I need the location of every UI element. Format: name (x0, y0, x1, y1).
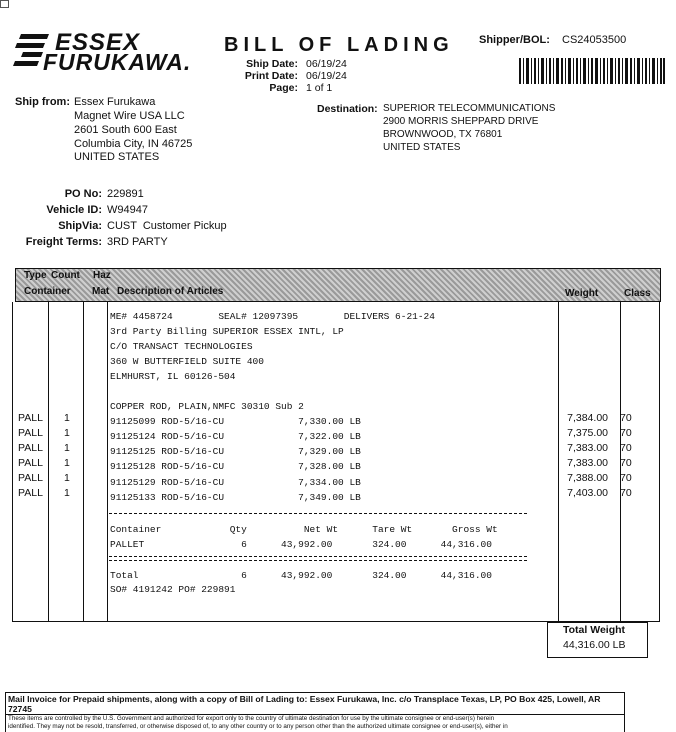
row-count: 1 (64, 487, 70, 499)
summary-total: Total 6 43,992.00 324.00 44,316.00 (110, 570, 492, 581)
billing-line: ELMHURST, IL 60126-504 (110, 371, 236, 382)
billing-line: 3rd Party Billing SUPERIOR ESSEX INTL, LP (110, 326, 344, 337)
row-count: 1 (64, 412, 70, 424)
row-weight: 7,383.00 (567, 457, 608, 469)
row-type: PALL (18, 457, 43, 469)
export-notice-line1: These items are controlled by the U.S. Government and authorized for export only to the country of ultimate destination for use by the ultimate consignee or end-user(s) herein (8, 715, 495, 722)
total-weight-box (547, 622, 648, 658)
col-divider (107, 302, 108, 622)
footer-box (5, 692, 625, 732)
row-type: PALL (18, 487, 43, 499)
billing-line: C/O TRANSACT TECHNOLOGIES (110, 341, 253, 352)
row-line: 91125124 ROD-5/16-CU 7,322.00 LB (110, 431, 361, 442)
mail-invoice-note: Mail Invoice for Prepaid shipments, along with a copy of Bill of Lading to: Essex Furukawa, Inc. c/o Transplace Texas, LP, PO Box 425, Lowell, AR 72745 (8, 694, 601, 714)
row-type: PALL (18, 472, 43, 484)
item-description-title: COPPER ROD, PLAIN,NMFC 30310 Sub 2 (110, 401, 304, 412)
row-line: 91125133 ROD-5/16-CU 7,349.00 LB (110, 492, 361, 503)
row-type: PALL (18, 442, 43, 454)
row-weight: 7,384.00 (567, 412, 608, 424)
col-header-description: Description of Articles (117, 286, 224, 297)
col-header-container: Container (24, 286, 71, 297)
row-line: 91125129 ROD-5/16-CU 7,334.00 LB (110, 477, 361, 488)
row-weight: 7,388.00 (567, 472, 608, 484)
billing-line: ME# 4458724 SEAL# 12097395 DELIVERS 6-21-24 (110, 311, 435, 322)
ship-from-line4: Columbia City, IN 46725 (74, 138, 193, 150)
total-weight-value: 44,316.00 LB (563, 639, 626, 651)
document-title: BILL OF LADING (224, 34, 454, 56)
page-value: 1 of 1 (306, 82, 333, 94)
col-header-haz: Haz (93, 270, 111, 281)
po-value: 229891 (107, 188, 144, 200)
ship-from-label: Ship from: (15, 96, 70, 108)
row-class: 70 (620, 427, 632, 439)
destination-line1: SUPERIOR TELECOMMUNICATIONS (383, 103, 556, 114)
window-icon (0, 0, 9, 8)
logo-text-furukawa: FURUKAWA. (43, 49, 192, 75)
col-divider (558, 302, 559, 622)
destination-line3: BROWNWOOD, TX 76801 (383, 129, 503, 140)
ship-from-line2: Magnet Wire USA LLC (74, 110, 185, 122)
row-line: 91125125 ROD-5/16-CU 7,329.00 LB (110, 446, 361, 457)
summary-pallet: PALLET 6 43,992.00 324.00 44,316.00 (110, 539, 492, 550)
shipper-bol-value: CS24053500 (562, 34, 627, 46)
print-date-label: Print Date: (244, 70, 298, 82)
row-class: 70 (620, 472, 632, 484)
shipvia-value: CUST Customer Pickup (107, 220, 227, 232)
row-type: PALL (18, 427, 43, 439)
col-header-class: Class (624, 288, 651, 299)
col-header-count: Count (51, 270, 80, 281)
ship-date-label: Ship Date: (246, 58, 298, 70)
ship-from-line1: Essex Furukawa (74, 96, 156, 108)
billing-line: 360 W BUTTERFIELD SUITE 400 (110, 356, 264, 367)
ship-from-line5: UNITED STATES (74, 151, 160, 163)
row-line: 91125099 ROD-5/16-CU 7,330.00 LB (110, 416, 361, 427)
col-divider (48, 302, 49, 622)
logo-text-essex: ESSEX (55, 29, 141, 56)
summary-header: Container Qty Net Wt Tare Wt Gross Wt (110, 524, 498, 535)
freight-terms-value: 3RD PARTY (107, 236, 168, 248)
vehicle-label: Vehicle ID: (46, 204, 102, 216)
print-date-value: 06/19/24 (306, 70, 347, 82)
destination-line4: UNITED STATES (383, 142, 461, 153)
ship-date-value: 06/19/24 (306, 58, 347, 70)
so-po-line: SO# 4191242 PO# 229891 (110, 584, 236, 595)
row-class: 70 (620, 412, 632, 424)
row-class: 70 (620, 487, 632, 499)
col-header-type: Type (24, 270, 47, 281)
company-logo (13, 29, 203, 75)
shipvia-label: ShipVia: (58, 220, 102, 232)
dashed-divider (109, 556, 527, 557)
row-class: 70 (620, 442, 632, 454)
ship-from-line3: 2601 South 600 East (74, 124, 177, 136)
col-divider (83, 302, 84, 622)
freight-terms-label: Freight Terms: (25, 236, 102, 248)
dashed-divider (109, 513, 527, 514)
row-weight: 7,403.00 (567, 487, 608, 499)
vehicle-value: W94947 (107, 204, 148, 216)
destination-label: Destination: (317, 103, 378, 115)
row-count: 1 (64, 427, 70, 439)
shipper-bol-label: Shipper/BOL: (479, 34, 550, 46)
row-count: 1 (64, 472, 70, 484)
row-count: 1 (64, 442, 70, 454)
page-label: Page: (269, 82, 298, 94)
row-count: 1 (64, 457, 70, 469)
dashed-divider (109, 560, 527, 561)
total-weight-label: Total Weight (563, 624, 626, 636)
col-header-mat: Mat (92, 286, 110, 297)
barcode (519, 58, 665, 84)
row-class: 70 (620, 457, 632, 469)
row-line: 91125128 ROD-5/16-CU 7,328.00 LB (110, 461, 361, 472)
destination-line2: 2900 MORRIS SHEPPARD DRIVE (383, 116, 539, 127)
row-weight: 7,375.00 (567, 427, 608, 439)
export-notice-line2: identified. They may not be resold, transferred, or otherwise disposed of, to any other country or to any person other than the authorized ultimate consignee or end-user(s), either in (8, 723, 508, 730)
col-header-weight: Weight (565, 288, 599, 299)
row-type: PALL (18, 412, 43, 424)
row-weight: 7,383.00 (567, 442, 608, 454)
po-label: PO No: (64, 188, 102, 200)
table-header (15, 268, 661, 302)
